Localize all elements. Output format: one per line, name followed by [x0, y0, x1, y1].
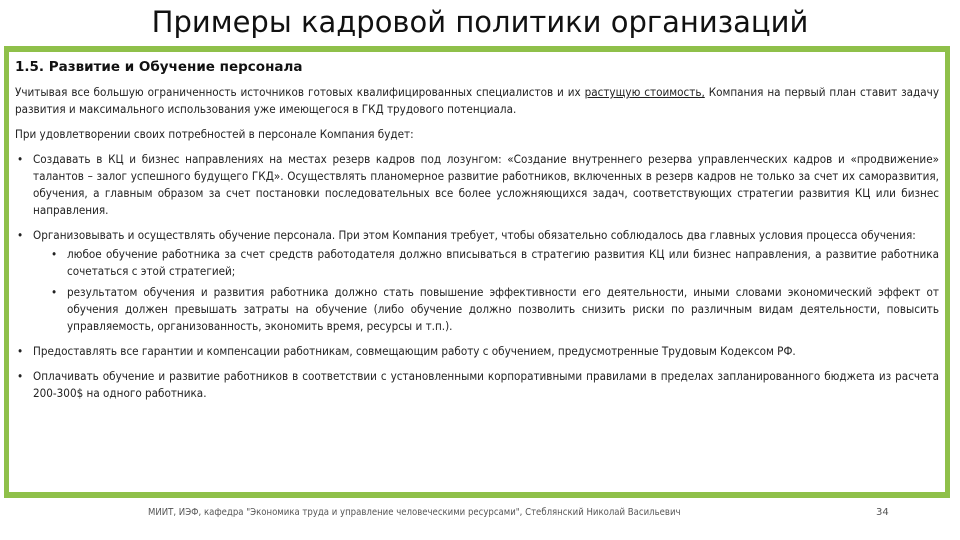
bullet-icon: •: [17, 344, 24, 358]
bullet-icon: •: [51, 247, 58, 261]
lead-paragraph: При удовлетворении своих потребностей в персонале Компания будет:: [15, 127, 414, 141]
bullet-list: [15, 151, 939, 402]
intro-text-part1: Учитывая все большую ограниченность источников готовых квалифицированных специалистов и их: [15, 85, 585, 99]
content-area: [9, 52, 945, 492]
list-item: [15, 227, 939, 335]
bullet-icon: •: [17, 369, 24, 383]
sub-list-item-text: результатом обучения и развития работника должно стать повышение эффективности его деятельности, иными словами экономический эффект от обучения должен превышать затраты на обучение (либо обучение должно позволить снизить риски по различным видам деятельности, повысить управляемость, организованность, экономить время, ресурсы и т.п.).: [67, 285, 939, 333]
list-item: [15, 343, 939, 360]
sub-list-item: [33, 246, 939, 280]
footer-credit: МИИТ, ИЭФ, кафедра "Экономика труда и управление человеческими ресурсами", Стеблянский Николай Васильевич: [148, 507, 681, 518]
list-item-text: Организовывать и осуществлять обучение персонала. При этом Компания требует, чтобы обязательно соблюдалось два главных условия процесса обучения:: [33, 228, 916, 242]
bullet-icon: •: [17, 152, 24, 166]
list-item-text: Создавать в КЦ и бизнес направлениях на местах резерв кадров под лозунгом: «Создание внутреннего резерва управленческих кадров и «продвижение» талантов – залог успешного будущего ГКД». Осуществлять планомерное развитие работников, включенных в резерв кадров не только за счет их саморазвития, обучения, а главным образом за счет постановки последовательных все более усложняющихся задач, соответствующих стратегии развития КЦ или бизнес направления.: [33, 152, 939, 217]
page-number: 34: [876, 507, 889, 518]
slide-title: Примеры кадровой политики организаций: [151, 5, 809, 39]
bullet-icon: •: [17, 228, 24, 242]
bullet-icon: •: [51, 285, 58, 299]
sub-list-item-text: любое обучение работника за счет средств работодателя должно вписываться в стратегию развития КЦ или бизнес направления, а развитие работника сочетаться с этой стратегией;: [67, 247, 939, 278]
list-item-text: Оплачивать обучение и развитие работников в соответствии с установленными корпоративными правилами в пределах запланированного бюджета из расчета 200-300$ на одного работника.: [33, 369, 939, 400]
section-heading: 1.5. Развитие и Обучение персонала: [15, 59, 303, 75]
list-item-text: Предоставлять все гарантии и компенсации работникам, совмещающим работу с обучением, предусмотренные Трудовым Кодексом РФ.: [33, 344, 796, 358]
list-item: [15, 151, 939, 219]
intro-text-part2: Компания на первый план ставит задачу развития и максимального использования уже имеющегося в ГКД трудового потенциала.: [15, 85, 939, 116]
list-item: [15, 368, 939, 402]
content-frame: [4, 46, 950, 498]
intro-underlined-phrase: растущую стоимость,: [584, 85, 705, 99]
sub-list-item: [33, 284, 939, 335]
intro-paragraph: [15, 84, 939, 118]
sub-bullet-list: [33, 246, 939, 335]
